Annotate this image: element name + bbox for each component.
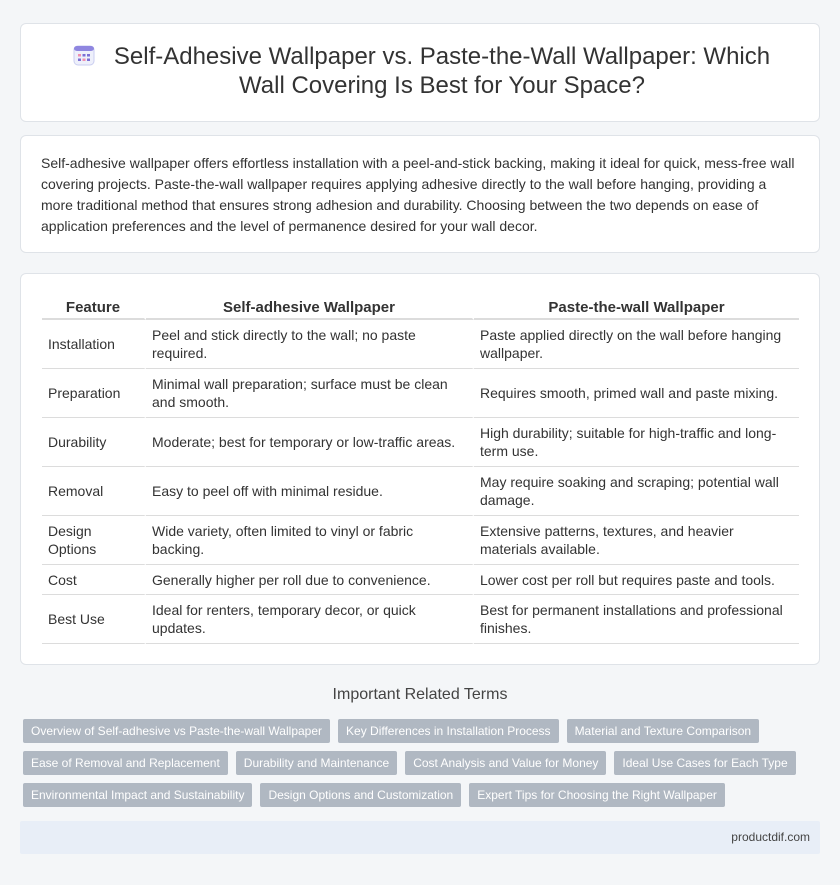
table-row bbox=[42, 595, 799, 644]
related-term-tag[interactable]: Material and Texture Comparison bbox=[567, 719, 760, 743]
cell-self-adhesive: Easy to peel off with minimal residue. bbox=[146, 467, 474, 516]
related-term-tag[interactable]: Expert Tips for Choosing the Right Wallpaper bbox=[469, 783, 725, 807]
cell-feature: Design Options bbox=[42, 516, 146, 565]
table-header-row bbox=[42, 292, 799, 320]
table-row bbox=[42, 320, 799, 369]
related-term-tag[interactable]: Durability and Maintenance bbox=[236, 751, 397, 775]
cell-paste-the-wall: May require soaking and scraping; potential wall damage. bbox=[474, 467, 799, 516]
cell-paste-the-wall: Paste applied directly on the wall before hanging wallpaper. bbox=[474, 320, 799, 369]
cell-paste-the-wall: High durability; suitable for high-traffic and long-term use. bbox=[474, 418, 799, 467]
related-term-tag[interactable]: Cost Analysis and Value for Money bbox=[405, 751, 606, 775]
comparison-table bbox=[42, 292, 799, 644]
cell-feature: Installation bbox=[42, 320, 146, 369]
cell-paste-the-wall: Best for permanent installations and professional finishes. bbox=[474, 595, 799, 644]
footer-bar bbox=[20, 821, 820, 854]
cell-self-adhesive: Generally higher per roll due to convenience. bbox=[146, 565, 474, 595]
cell-feature: Removal bbox=[42, 467, 146, 516]
title-wrap bbox=[61, 42, 799, 100]
cell-feature: Durability bbox=[42, 418, 146, 467]
related-terms-title: Important Related Terms bbox=[332, 686, 508, 703]
related-term-tag[interactable]: Design Options and Customization bbox=[260, 783, 461, 807]
cell-self-adhesive: Wide variety, often limited to vinyl or fabric backing. bbox=[146, 516, 474, 565]
cell-self-adhesive: Minimal wall preparation; surface must be clean and smooth. bbox=[146, 369, 474, 418]
tag-row bbox=[23, 719, 823, 743]
cell-paste-the-wall: Extensive patterns, textures, and heavier materials available. bbox=[474, 516, 799, 565]
calendar-grid-icon bbox=[73, 44, 95, 66]
table-row bbox=[42, 418, 799, 467]
related-term-tag[interactable]: Environmental Impact and Sustainability bbox=[23, 783, 252, 807]
comparison-card bbox=[20, 273, 820, 665]
cell-paste-the-wall: Lower cost per roll but requires paste and tools. bbox=[474, 565, 799, 595]
title-card bbox=[20, 23, 820, 122]
cell-self-adhesive: Peel and stick directly to the wall; no paste required. bbox=[146, 320, 474, 369]
related-terms-tags bbox=[23, 719, 823, 815]
table-row bbox=[42, 467, 799, 516]
intro-paragraph: Self-adhesive wallpaper offers effortless installation with a peel-and-stick backing, making it ideal for quick, mess-free wall covering projects. Paste-the-wall wallpaper requires applying adhesive directly to the wall before hanging, providing a more traditional method that ensures strong adhesion and durability. Choosing between the two depends on ease of application preferences and the level of permanence desired for your wall decor. bbox=[41, 155, 795, 234]
table-row bbox=[42, 369, 799, 418]
cell-feature: Cost bbox=[42, 565, 146, 595]
tag-row bbox=[23, 783, 823, 807]
cell-feature: Best Use bbox=[42, 595, 146, 644]
tag-row bbox=[23, 751, 823, 775]
header-self-adhesive: Self-adhesive Wallpaper bbox=[146, 292, 474, 320]
cell-self-adhesive: Ideal for renters, temporary decor, or quick updates. bbox=[146, 595, 474, 644]
cell-feature: Preparation bbox=[42, 369, 146, 418]
header-feature: Feature bbox=[42, 292, 146, 320]
cell-paste-the-wall: Requires smooth, primed wall and paste mixing. bbox=[474, 369, 799, 418]
cell-self-adhesive: Moderate; best for temporary or low-traffic areas. bbox=[146, 418, 474, 467]
related-term-tag[interactable]: Ease of Removal and Replacement bbox=[23, 751, 228, 775]
table-row bbox=[42, 565, 799, 595]
table-row bbox=[42, 516, 799, 565]
related-term-tag[interactable]: Ideal Use Cases for Each Type bbox=[614, 751, 795, 775]
page-title: Self-Adhesive Wallpaper vs. Paste-the-Wall Wallpaper: Which Wall Covering Is Best for Your Space? bbox=[113, 43, 771, 99]
related-term-tag[interactable]: Overview of Self-adhesive vs Paste-the-wall Wallpaper bbox=[23, 719, 330, 743]
intro-card bbox=[20, 135, 820, 253]
related-term-tag[interactable]: Key Differences in Installation Process bbox=[338, 719, 559, 743]
footer-site-name[interactable]: productdif.com bbox=[731, 830, 810, 844]
header-paste-the-wall: Paste-the-wall Wallpaper bbox=[474, 292, 799, 320]
